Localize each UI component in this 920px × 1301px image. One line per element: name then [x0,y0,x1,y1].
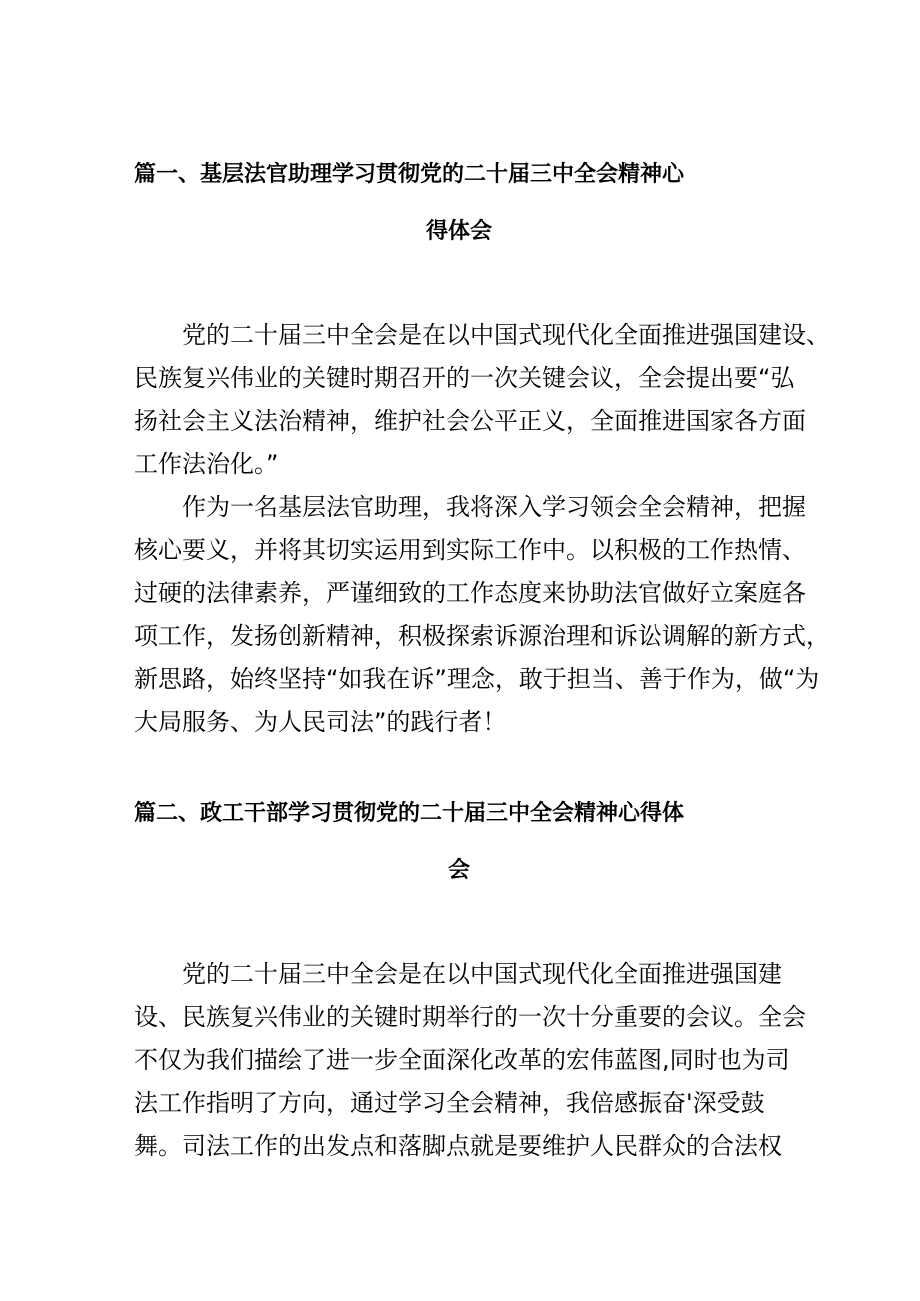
section1-paragraph2-line: 核心要义，并将其切实运用到实际工作中。以积极的工作热情、 [134,536,806,564]
section2-paragraph1-line: 不仅为我们描绘了进一步全面深化改革的宏伟蓝图,同时也为司 [134,1046,790,1074]
section2-heading-line1: 篇二、政工干部学习贯彻党的二十届三中全会精神心得体 [134,801,685,826]
section2-paragraph1-line: 舞。司法工作的出发点和落脚点就是要维护人民群众的合法权 [134,1132,782,1160]
section2-heading-line2: 会 [448,858,471,883]
section1-paragraph1-line: 民族复兴伟业的关键时期召开的一次关键会议，全会提出要“弘 [134,364,795,392]
section1-heading-line1: 篇一、基层法官助理学习贯彻党的二十届三中全会精神心 [134,162,685,187]
section1-heading-line2: 得体会 [426,219,493,244]
section1-paragraph1-line: 扬社会主义法治精神，维护社会公平正义，全面推进国家各方面 [134,407,806,435]
section1-paragraph1-line: 党的二十届三中全会是在以中国式现代化全面推进强国建设、 [182,321,830,349]
section1-paragraph1-line: 工作法治化。” [134,450,279,478]
section2-paragraph1-line: 党的二十届三中全会是在以中国式现代化全面推进强国建 [182,960,782,988]
section1-paragraph2-line: 新思路，始终坚持“如我在诉”理念，敢于担当、善于作为，做“为 [134,665,820,693]
section1-paragraph2-line: 作为一名基层法官助理，我将深入学习领会全会精神，把握 [182,493,806,521]
section1-paragraph2-line: 过硬的法律素养，严谨细致的工作态度来协助法官做好立案庭各 [134,579,806,607]
section2-paragraph1-line: 设、民族复兴伟业的关键时期举行的一次十分重要的会议。全会 [134,1003,806,1031]
section1-paragraph2-line: 项工作，发扬创新精神，积极探索诉源治理和诉讼调解的新方式， [134,622,830,650]
section2-paragraph1-line: 法工作指明了方向，通过学习全会精神，我倍感振奋'深受鼓 [134,1089,765,1117]
section1-paragraph2-line: 大局服务、为人民司法”的践行者！ [134,708,507,736]
